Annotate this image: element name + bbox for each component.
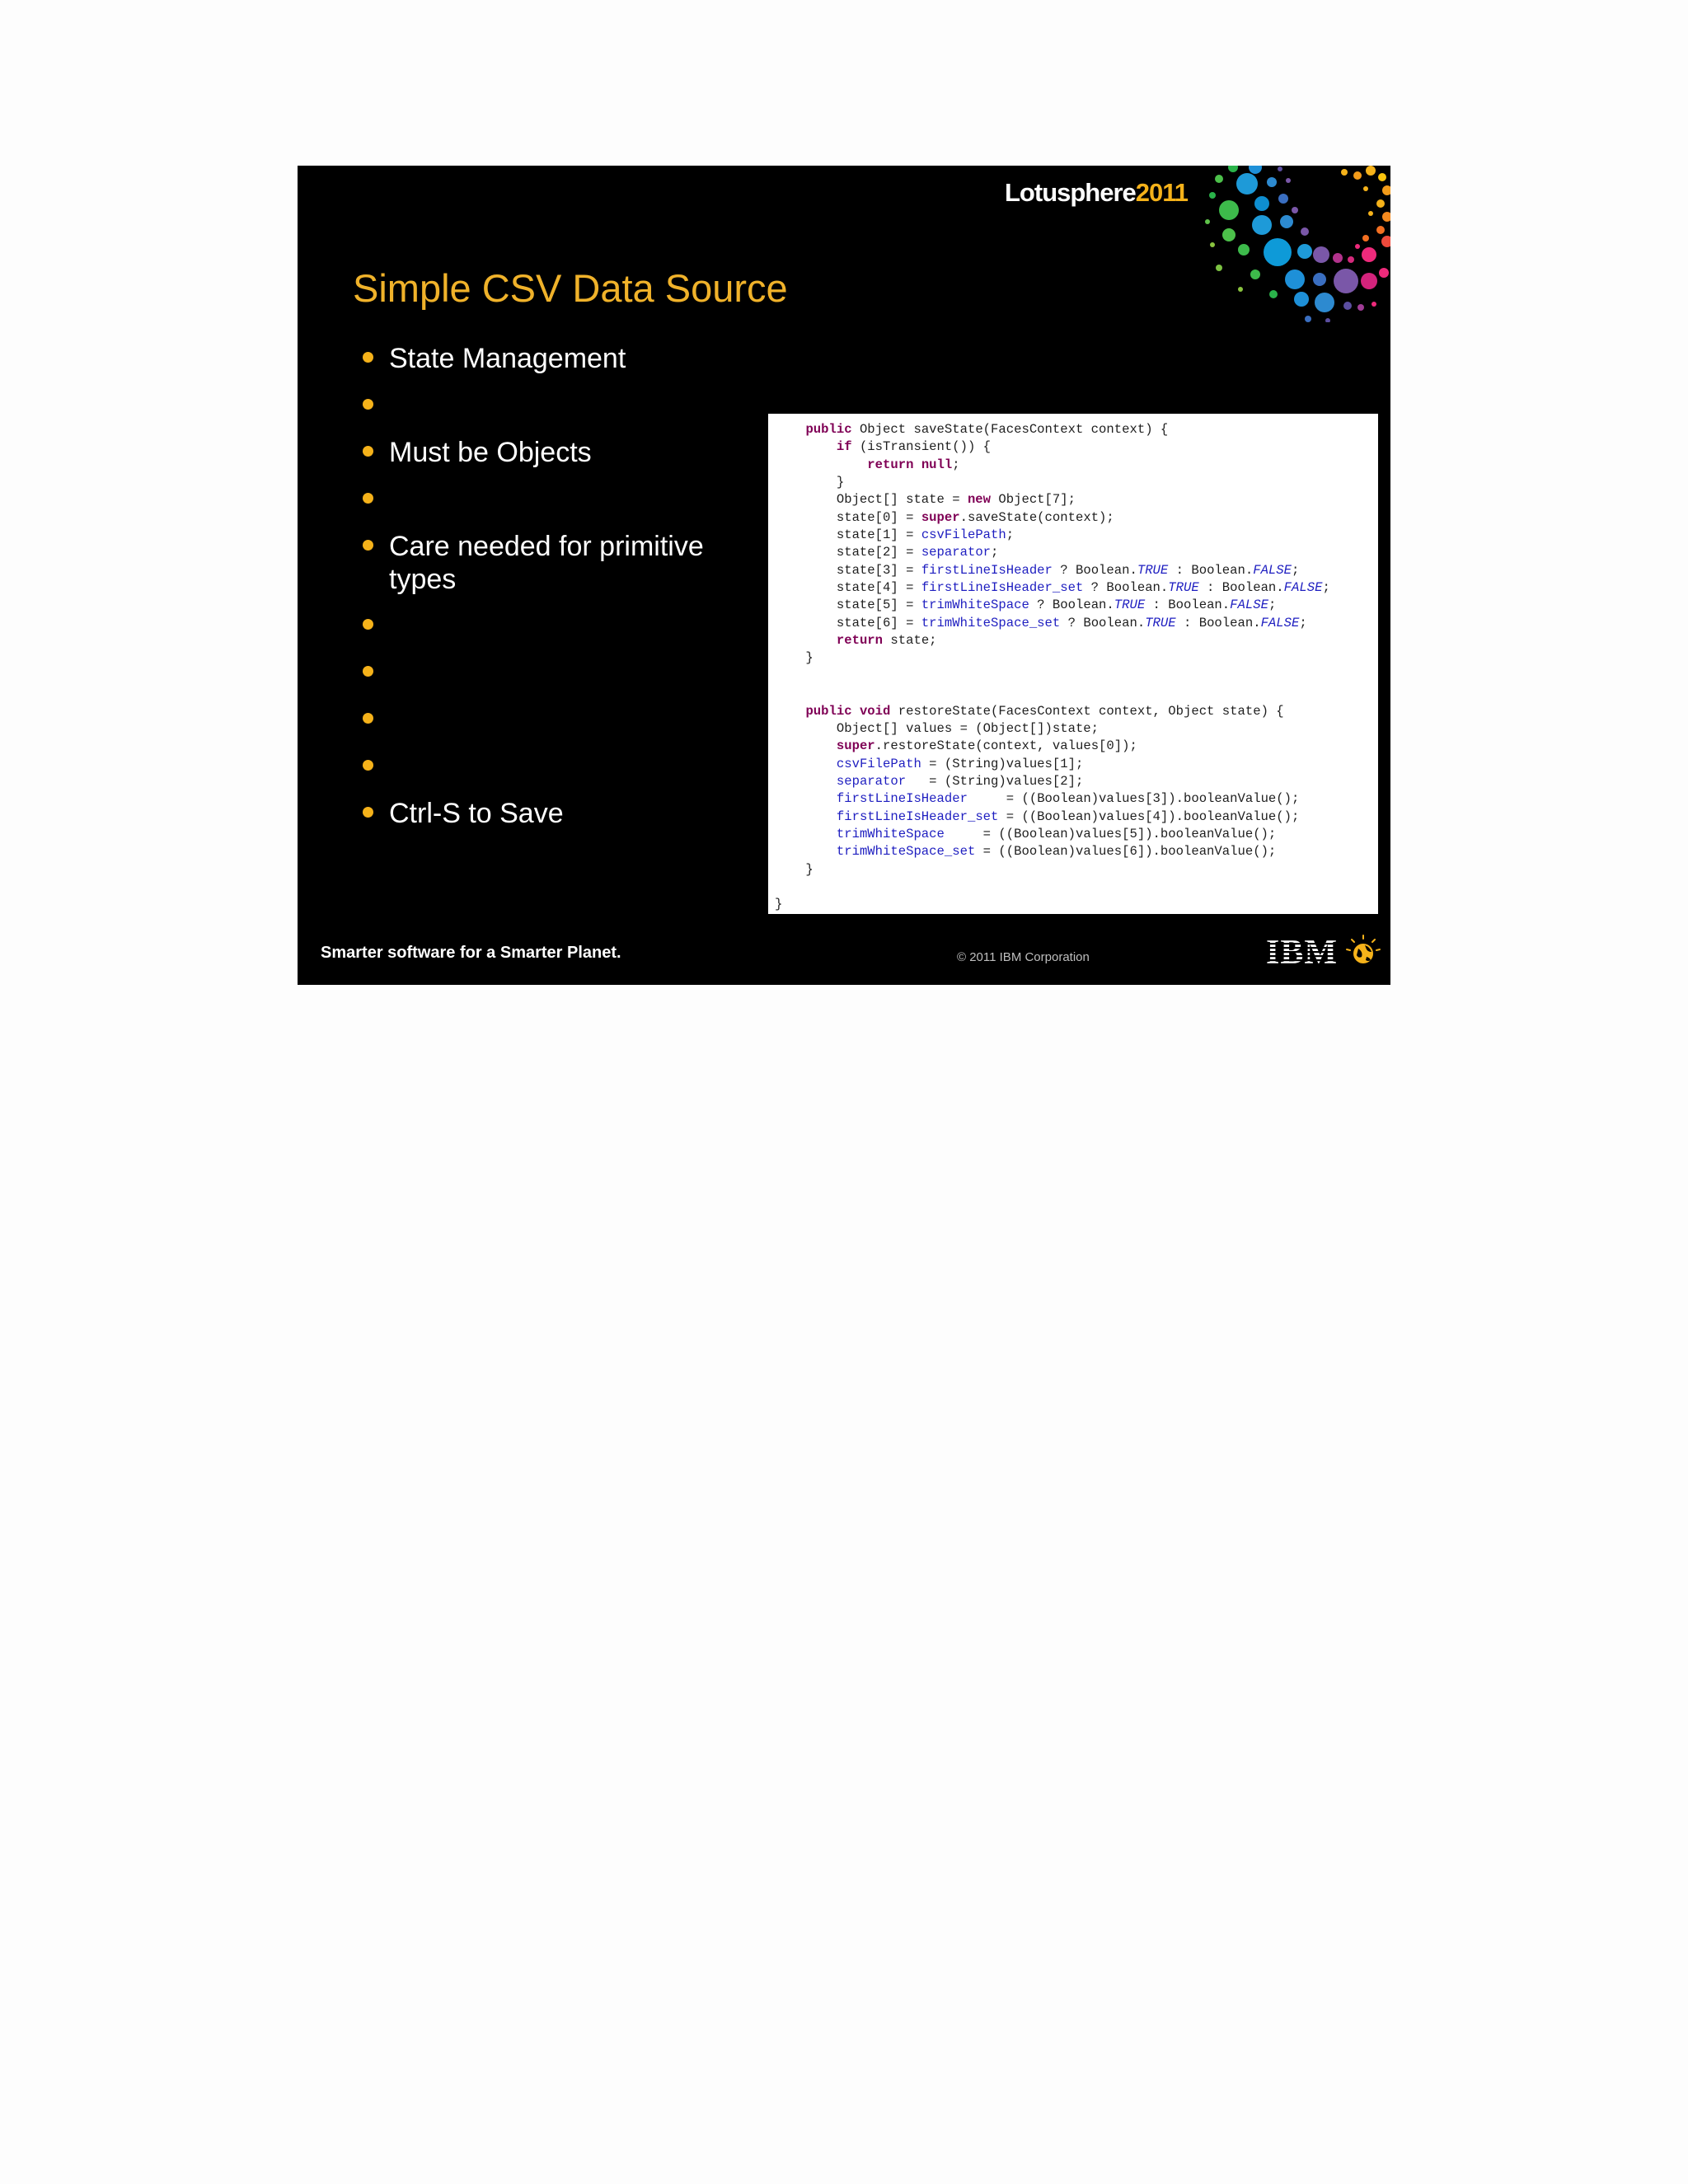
bullet-item [363,530,717,596]
bullet-dot [363,666,373,677]
globe-icon [1347,935,1380,963]
bullet-dot [363,352,373,363]
bullet-dot [363,807,373,818]
code-screenshot [768,414,1378,914]
bullet-dot [363,399,373,410]
bullet-dot [363,446,373,457]
bullet-dot [363,493,373,504]
bullet-dot [363,713,373,724]
bullet-text: Care needed for primitive types [389,531,704,595]
slide [298,166,1390,985]
slide-title: Simple CSV Data Source [353,266,788,310]
bullet-dot [363,760,373,771]
bullet-dot [363,619,373,630]
bullet-item [363,342,717,375]
dots-graphic [1196,166,1390,322]
copyright-text: © 2011 IBM Corporation [957,950,1090,964]
footer-tagline: Smarter software for a Smarter Planet. [321,944,621,962]
brand-name: Lotusphere [1005,178,1136,207]
ibm-logo [1266,934,1381,968]
bullet-item [363,436,717,469]
bullet-item [363,797,717,830]
code-listing: public Object saveState(FacesContext context) { if (isTransient()) { return null; } Object[] state = new Object[7]; state[0] = super.saveState(context); state[1] = csvFilePath; state[2] = separator; state[3] = firstLineIsHeader ? Boolean.TRUE : Boolean.FALSE; state[4] = firstLineIsHeader_set ? Boolean.TRUE : Boolean.FALSE; state[5] = trimWhiteSpace ? Boolean.TRUE : Boolean.FALSE; state[6] = trimWhiteSpace_set ? Boolean.TRUE : Boolean.FALSE; return state; } public void restoreState(FacesContext context, Object state) { Object[] values = (Object[])state; super.restoreState(context, values[0]); csvFilePath = (String)values[1]; separator = (String)values[2]; firstLineIsHeader = ((Boolean)values[3]).booleanValue(); firstLineIsHeader_set = ((Boolean)values[4]).booleanValue(); trimWhiteSpace = ((Boolean)values[5]).booleanValue(); trimWhiteSpace_set = ((Boolean)values[6]).booleanValue(); } } [775,422,1330,912]
bullet-text: Ctrl-S to Save [389,798,564,829]
bullet-text: State Management [389,343,626,374]
bullet-text: Must be Objects [389,437,592,468]
bullet-dot [363,540,373,551]
brand-year: 2011 [1135,178,1189,207]
